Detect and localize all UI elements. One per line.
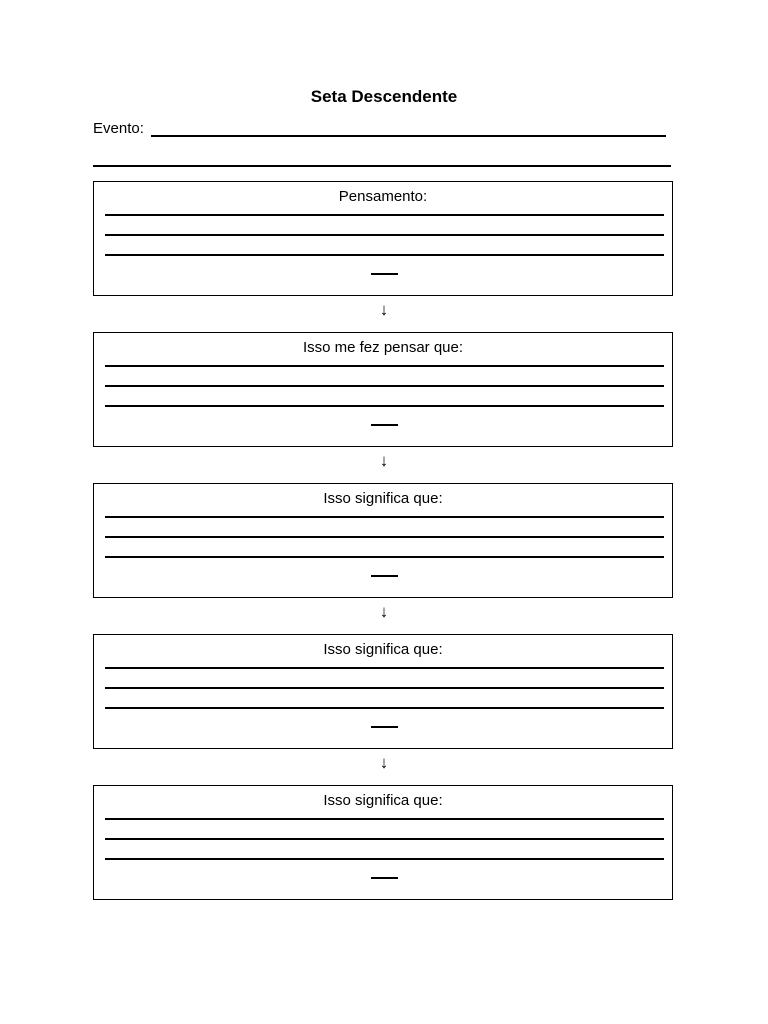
answer-line[interactable] bbox=[105, 556, 664, 558]
meaning-box bbox=[93, 483, 673, 598]
box-label: Isso me fez pensar que: bbox=[302, 339, 464, 356]
short-answer-line[interactable] bbox=[371, 575, 398, 577]
answer-line[interactable] bbox=[105, 858, 664, 860]
event-input-line[interactable] bbox=[151, 135, 666, 137]
box-label: Isso significa que: bbox=[323, 792, 443, 809]
event-field bbox=[93, 120, 668, 140]
answer-line[interactable] bbox=[105, 254, 664, 256]
answer-line[interactable] bbox=[105, 516, 664, 518]
down-arrow-icon: ↓ bbox=[379, 451, 389, 470]
answer-line[interactable] bbox=[105, 818, 664, 820]
event-label: Evento: bbox=[93, 120, 144, 137]
meaning-box bbox=[93, 785, 673, 900]
answer-line[interactable] bbox=[105, 385, 664, 387]
box-label: Pensamento: bbox=[338, 188, 428, 205]
answer-line[interactable] bbox=[105, 234, 664, 236]
short-answer-line[interactable] bbox=[371, 726, 398, 728]
answer-line[interactable] bbox=[105, 707, 664, 709]
made-me-think-box bbox=[93, 332, 673, 447]
answer-line[interactable] bbox=[105, 365, 664, 367]
answer-line[interactable] bbox=[105, 687, 664, 689]
down-arrow-icon: ↓ bbox=[379, 602, 389, 621]
answer-line[interactable] bbox=[105, 536, 664, 538]
short-answer-line[interactable] bbox=[371, 877, 398, 879]
down-arrow-icon: ↓ bbox=[379, 300, 389, 319]
answer-line[interactable] bbox=[105, 667, 664, 669]
box-label: Isso significa que: bbox=[323, 490, 443, 507]
answer-line[interactable] bbox=[105, 405, 664, 407]
down-arrow-icon: ↓ bbox=[379, 753, 389, 772]
short-answer-line[interactable] bbox=[371, 273, 398, 275]
short-answer-line[interactable] bbox=[371, 424, 398, 426]
meaning-box bbox=[93, 634, 673, 749]
answer-line[interactable] bbox=[105, 214, 664, 216]
box-label: Isso significa que: bbox=[323, 641, 443, 658]
event-input-line-2[interactable] bbox=[93, 165, 671, 167]
answer-line[interactable] bbox=[105, 838, 664, 840]
page-title: Seta Descendente bbox=[310, 87, 458, 106]
thought-box bbox=[93, 181, 673, 296]
